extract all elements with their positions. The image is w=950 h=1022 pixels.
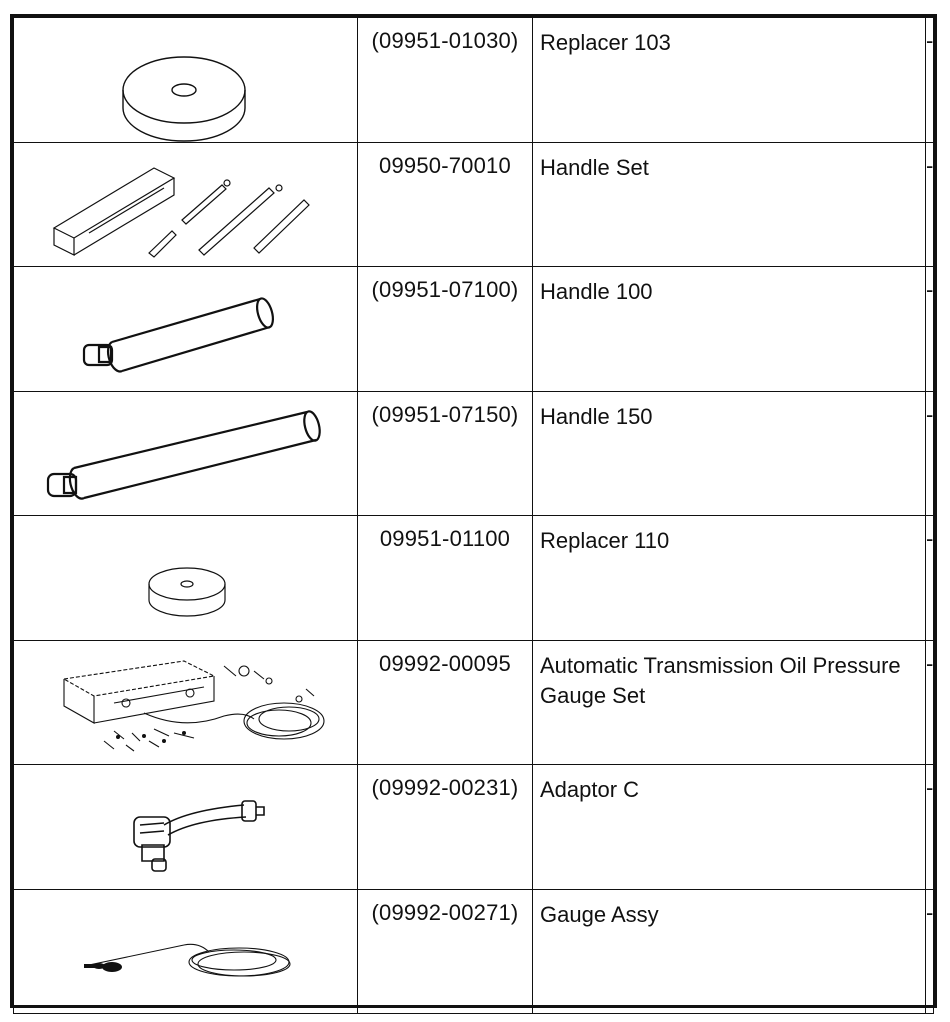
remark: - <box>926 391 934 516</box>
tool-name: Handle 100 <box>533 267 926 392</box>
remark: - <box>926 18 934 143</box>
tool-image-cell <box>14 889 358 1014</box>
tool-name: Handle 150 <box>533 391 926 516</box>
gauge-set-icon <box>14 641 357 765</box>
tool-image-cell <box>14 18 358 143</box>
replacer-disc-icon <box>14 18 357 142</box>
handle-short-icon <box>14 267 357 391</box>
tool-image-cell <box>14 391 358 516</box>
tool-name: Gauge Assy <box>533 889 926 1014</box>
remark: - <box>926 516 934 641</box>
tool-name: Automatic Transmission Oil Pressure Gauge Set <box>533 640 926 765</box>
remark: - <box>926 640 934 765</box>
remark: - <box>926 889 934 1014</box>
part-number: (09992-00231) <box>358 765 533 890</box>
part-number: (09951-01030) <box>358 18 533 143</box>
tool-image-cell <box>14 516 358 641</box>
remark: - <box>926 267 934 392</box>
tool-name: Replacer 103 <box>533 18 926 143</box>
remark: - <box>926 142 934 267</box>
tool-image-cell <box>14 142 358 267</box>
table-row <box>14 267 934 392</box>
table-row <box>14 391 934 516</box>
replacer-small-disc-icon <box>14 516 357 640</box>
part-number: 09950-70010 <box>358 142 533 267</box>
gauge-assy-icon <box>14 890 357 1014</box>
tool-image-cell <box>14 267 358 392</box>
part-number: (09951-07150) <box>358 391 533 516</box>
table-row <box>14 765 934 890</box>
handle-long-icon <box>14 392 357 516</box>
special-tools-table <box>13 17 934 1014</box>
adaptor-icon <box>14 765 357 889</box>
tool-name: Handle Set <box>533 142 926 267</box>
part-number: 09951-01100 <box>358 516 533 641</box>
table-row <box>14 516 934 641</box>
tool-image-cell <box>14 765 358 890</box>
part-number: (09951-07100) <box>358 267 533 392</box>
handle-set-icon <box>14 143 357 267</box>
part-number: (09992-00271) <box>358 889 533 1014</box>
table-row <box>14 889 934 1014</box>
table-row <box>14 142 934 267</box>
tool-name: Adaptor C <box>533 765 926 890</box>
table-row <box>14 18 934 143</box>
tool-image-cell <box>14 640 358 765</box>
tool-list-sheet <box>10 14 937 1008</box>
part-number: 09992-00095 <box>358 640 533 765</box>
table-row <box>14 640 934 765</box>
tool-name: Replacer 110 <box>533 516 926 641</box>
remark: - <box>926 765 934 890</box>
